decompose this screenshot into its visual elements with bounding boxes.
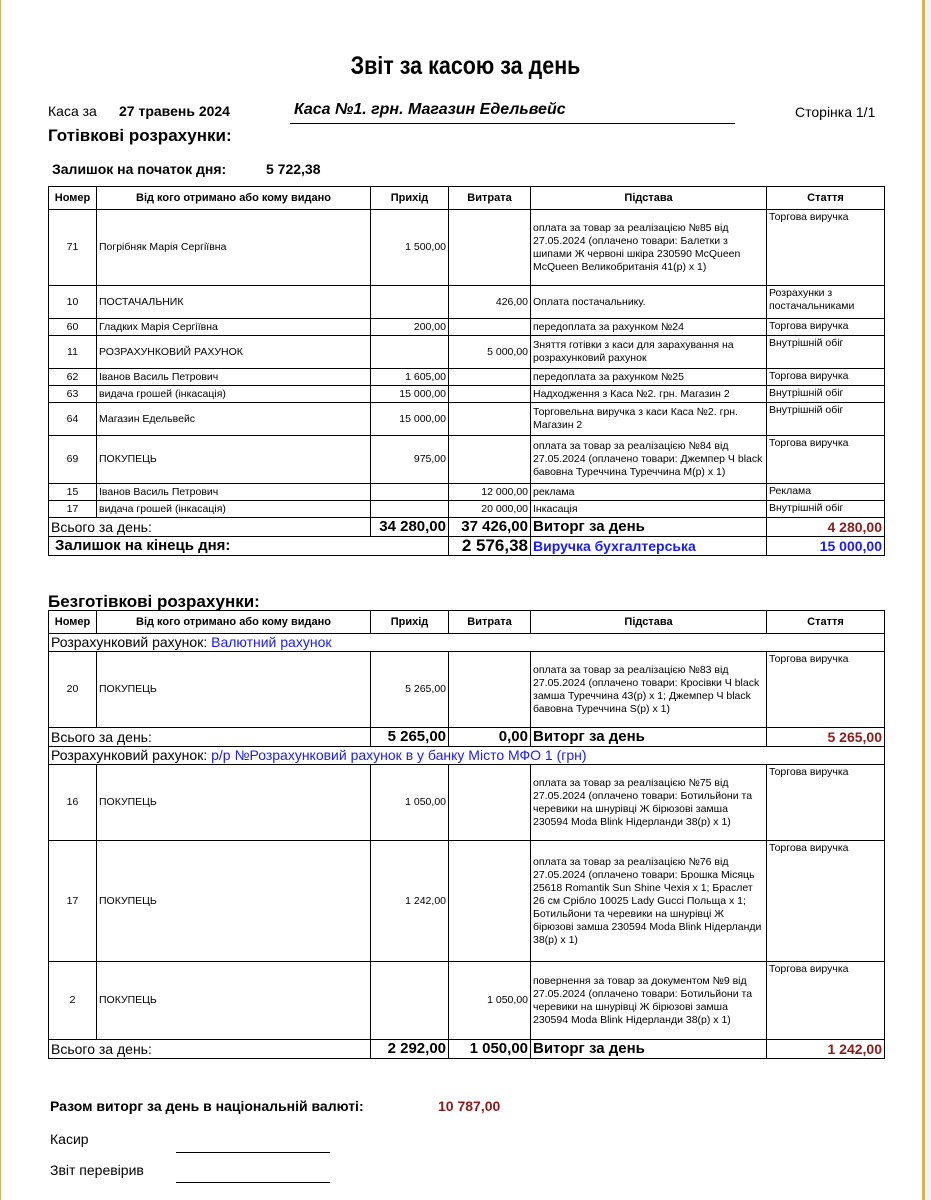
row-number: 2 [49, 962, 97, 1040]
account-label: Розрахунковий рахунок: [51, 634, 208, 650]
row-number: 64 [49, 403, 97, 436]
row-article: Розрахунки з постачальниками [767, 286, 885, 319]
row-article: Реклама [767, 484, 885, 501]
table-row [49, 765, 885, 841]
row-who: Погрібняк Марія Сергіївна [97, 210, 371, 286]
table-row [49, 841, 885, 962]
cashbox-name: Каса №1. грн. Магазин Едельвейс [294, 101, 566, 118]
row-who: Магазин Едельвейс [97, 403, 371, 436]
row-number: 20 [49, 652, 97, 728]
closing-balance-label: Залишок на кінець дня: [49, 537, 449, 556]
account-total-row [49, 1040, 885, 1059]
row-expense [449, 765, 531, 841]
table-row [49, 319, 885, 336]
account-total-in: 2 292,00 [371, 1040, 449, 1059]
cash-total-in: 34 280,00 [371, 518, 449, 537]
cash-closing-row [49, 537, 885, 556]
account-header [49, 634, 885, 652]
row-expense [449, 841, 531, 962]
account-turnover-label: Виторг за день [531, 1040, 767, 1059]
row-income [371, 286, 449, 319]
row-number: 17 [49, 501, 97, 518]
row-who: ПОКУПЕЦЬ [97, 652, 371, 728]
accounting-revenue-value: 15 000,00 [767, 537, 885, 556]
cash-section-title: Готівкові розрахунки: [48, 126, 232, 145]
account-total-label: Всього за день: [49, 728, 371, 747]
col-basis: Підстава [531, 187, 767, 210]
row-article: Внутрішній обіг [767, 501, 885, 518]
col-expense: Витрата [449, 611, 531, 634]
row-article: Торгова виручка [767, 962, 885, 1040]
report-date: 27 травень 2024 [119, 103, 230, 119]
row-expense [449, 210, 531, 286]
row-who: видача грошей (інкасація) [97, 501, 371, 518]
row-article: Торгова виручка [767, 436, 885, 484]
row-income: 975,00 [371, 436, 449, 484]
row-article: Торгова виручка [767, 652, 885, 728]
row-article: Внутрішній обіг [767, 403, 885, 436]
row-basis: передоплата за рахунком №24 [531, 319, 767, 336]
row-income [371, 336, 449, 369]
cashbox-underline [290, 123, 735, 124]
row-who: ПОСТАЧАЛЬНИК [97, 286, 371, 319]
row-article: Торгова виручка [767, 369, 885, 386]
closing-balance-value: 2 576,38 [449, 537, 531, 556]
table-row [49, 436, 885, 484]
col-article: Стаття [767, 187, 885, 210]
cash-total-out: 37 426,00 [449, 518, 531, 537]
row-basis: реклама [531, 484, 767, 501]
account-total-row [49, 728, 885, 747]
account-label: Розрахунковий рахунок: [51, 747, 208, 763]
summary-label: Разом виторг за день в національній валюті: [50, 1098, 364, 1114]
table-row [49, 501, 885, 518]
row-who: Гладких Марія Сергіївна [97, 319, 371, 336]
table-row [49, 210, 885, 286]
row-who: РОЗРАХУНКОВИЙ РАХУНОК [97, 336, 371, 369]
row-basis: оплата за товар за реалізацією №85 від 27.05.2024 (оплачено товари: Балетки з шипами Ж червоні шкіра 230590 McQueen McQueen Великобританія 41(р) х 1) [531, 210, 767, 286]
col-who: Від кого отримано або кому видано [97, 187, 371, 210]
row-number: 16 [49, 765, 97, 841]
account-header [49, 747, 885, 765]
col-basis: Підстава [531, 611, 767, 634]
row-basis: Торговельна виручка з каси Каса №2. грн. Магазин 2 [531, 403, 767, 436]
account-header-row [49, 747, 885, 765]
row-who: ПОКУПЕЦЬ [97, 436, 371, 484]
opening-balance-label: Залишок на початок дня: [52, 161, 227, 177]
row-number: 62 [49, 369, 97, 386]
row-basis: оплата за товар за реалізацією №83 від 27.05.2024 (оплачено товари: Кросівки Ч black замша Туреччина 43(р) х 1; Джемпер Ч black бавовна Туреччина S(р) х 1) [531, 652, 767, 728]
row-expense [449, 436, 531, 484]
report-title: Звіт за касою за день [350, 52, 581, 80]
cash-total-label: Всього за день: [49, 518, 371, 537]
col-income: Прихід [371, 187, 449, 210]
account-turnover-label: Виторг за день [531, 728, 767, 747]
col-article: Стаття [767, 611, 885, 634]
col-expense: Витрата [449, 187, 531, 210]
scrollbar[interactable] [925, 0, 931, 1200]
row-income [371, 962, 449, 1040]
row-basis: Зняття готівки з каси для зарахування на розрахунковий рахунок [531, 336, 767, 369]
cash-total-row [49, 518, 885, 537]
cash-turnover-value: 4 280,00 [767, 518, 885, 537]
cash-table [48, 186, 885, 556]
account-header-row [49, 634, 885, 652]
row-income: 5 265,00 [371, 652, 449, 728]
row-article: Торгова виручка [767, 841, 885, 962]
row-expense [449, 369, 531, 386]
account-name: р/р №Розрахунковий рахунок в у банку Місто МФО 1 (грн) [211, 747, 587, 763]
row-number: 11 [49, 336, 97, 369]
row-basis: повернення за товар за документом №9 від 27.05.2024 (оплачено товари: Ботильйони та черевики на шнурівці Ж бірюзові замша 230594 Moda Blink Нідерланди 38(р) х 1) [531, 962, 767, 1040]
row-basis: оплата за товар за реалізацією №84 від 27.05.2024 (оплачено товари: Джемпер Ч black бавовна Туреччина Туреччина М(р) х 1) [531, 436, 767, 484]
noncash-table [48, 610, 885, 1059]
row-who: ПОКУПЕЦЬ [97, 765, 371, 841]
col-number: Номер [49, 187, 97, 210]
col-who: Від кого отримано або кому видано [97, 611, 371, 634]
row-expense: 12 000,00 [449, 484, 531, 501]
table-row [49, 484, 885, 501]
table-row [49, 386, 885, 403]
row-basis: Інкасація [531, 501, 767, 518]
row-expense [449, 652, 531, 728]
row-income: 200,00 [371, 319, 449, 336]
table-row [49, 336, 885, 369]
row-income [371, 484, 449, 501]
table-row [49, 369, 885, 386]
row-basis: оплата за товар за реалізацією №76 від 27.05.2024 (оплачено товари: Брошка Місяць 25618 Romantik Sun Shine Чехія х 1; Браслет 26 см Срібло 10025 Lady Gucci Польща х 1; Ботильйони та черевики на шнурівці Ж бірюзові замша 230594 Moda Blink Нідерланди 38(р) х 1) [531, 841, 767, 962]
date-label: Каса за [48, 103, 97, 119]
noncash-table-header [49, 611, 885, 634]
table-row [49, 652, 885, 728]
row-expense [449, 319, 531, 336]
row-article: Торгова виручка [767, 319, 885, 336]
row-income: 1 500,00 [371, 210, 449, 286]
cash-turnover-label: Виторг за день [531, 518, 767, 537]
account-total-in: 5 265,00 [371, 728, 449, 747]
row-number: 69 [49, 436, 97, 484]
checked-label: Звіт перевірив [50, 1162, 144, 1178]
row-who: Іванов Василь Петрович [97, 369, 371, 386]
account-turnover-value: 1 242,00 [767, 1040, 885, 1059]
account-total-label: Всього за день: [49, 1040, 371, 1059]
table-row [49, 286, 885, 319]
row-income: 1 242,00 [371, 841, 449, 962]
row-number: 10 [49, 286, 97, 319]
row-article: Внутрішній обіг [767, 386, 885, 403]
row-expense: 5 000,00 [449, 336, 531, 369]
row-basis: Надходження з Каса №2. грн. Магазин 2 [531, 386, 767, 403]
page-number: Сторінка 1/1 [795, 104, 876, 120]
row-article: Торгова виручка [767, 210, 885, 286]
row-who: ПОКУПЕЦЬ [97, 841, 371, 962]
table-row [49, 962, 885, 1040]
summary-value: 10 787,00 [438, 1098, 501, 1114]
row-expense: 1 050,00 [449, 962, 531, 1040]
row-number: 15 [49, 484, 97, 501]
checked-signature-line [176, 1182, 330, 1183]
account-name: Валютний рахунок [211, 634, 332, 650]
row-basis: Оплата постачальнику. [531, 286, 767, 319]
row-expense: 20 000,00 [449, 501, 531, 518]
cash-table-header [49, 187, 885, 210]
row-basis: оплата за товар за реалізацією №75 від 27.05.2024 (оплачено товари: Ботильйони та черевики на шнурівці Ж бірюзові замша 230594 Moda Blink Нідерланди 38(р) х 1) [531, 765, 767, 841]
row-income: 1 605,00 [371, 369, 449, 386]
col-number: Номер [49, 611, 97, 634]
row-basis: передоплата за рахунком №25 [531, 369, 767, 386]
row-who: видача грошей (інкасація) [97, 386, 371, 403]
row-number: 63 [49, 386, 97, 403]
row-expense: 426,00 [449, 286, 531, 319]
row-who: Іванов Василь Петрович [97, 484, 371, 501]
row-expense [449, 386, 531, 403]
cashier-signature-line [176, 1152, 330, 1153]
account-total-out: 1 050,00 [449, 1040, 531, 1059]
cashier-label: Касир [50, 1131, 89, 1147]
row-income: 1 050,00 [371, 765, 449, 841]
row-article: Торгова виручка [767, 765, 885, 841]
row-expense [449, 403, 531, 436]
row-income: 15 000,00 [371, 403, 449, 436]
row-number: 71 [49, 210, 97, 286]
col-income: Прихід [371, 611, 449, 634]
row-who: ПОКУПЕЦЬ [97, 962, 371, 1040]
row-income: 15 000,00 [371, 386, 449, 403]
noncash-section-title: Безготівкові розрахунки: [48, 592, 260, 611]
row-number: 17 [49, 841, 97, 962]
row-article: Внутрішній обіг [767, 336, 885, 369]
account-turnover-value: 5 265,00 [767, 728, 885, 747]
table-row [49, 403, 885, 436]
row-income [371, 501, 449, 518]
account-total-out: 0,00 [449, 728, 531, 747]
accounting-revenue-label: Виручка бухгалтерська [531, 537, 767, 556]
opening-balance-value: 5 722,38 [266, 161, 321, 177]
row-number: 60 [49, 319, 97, 336]
